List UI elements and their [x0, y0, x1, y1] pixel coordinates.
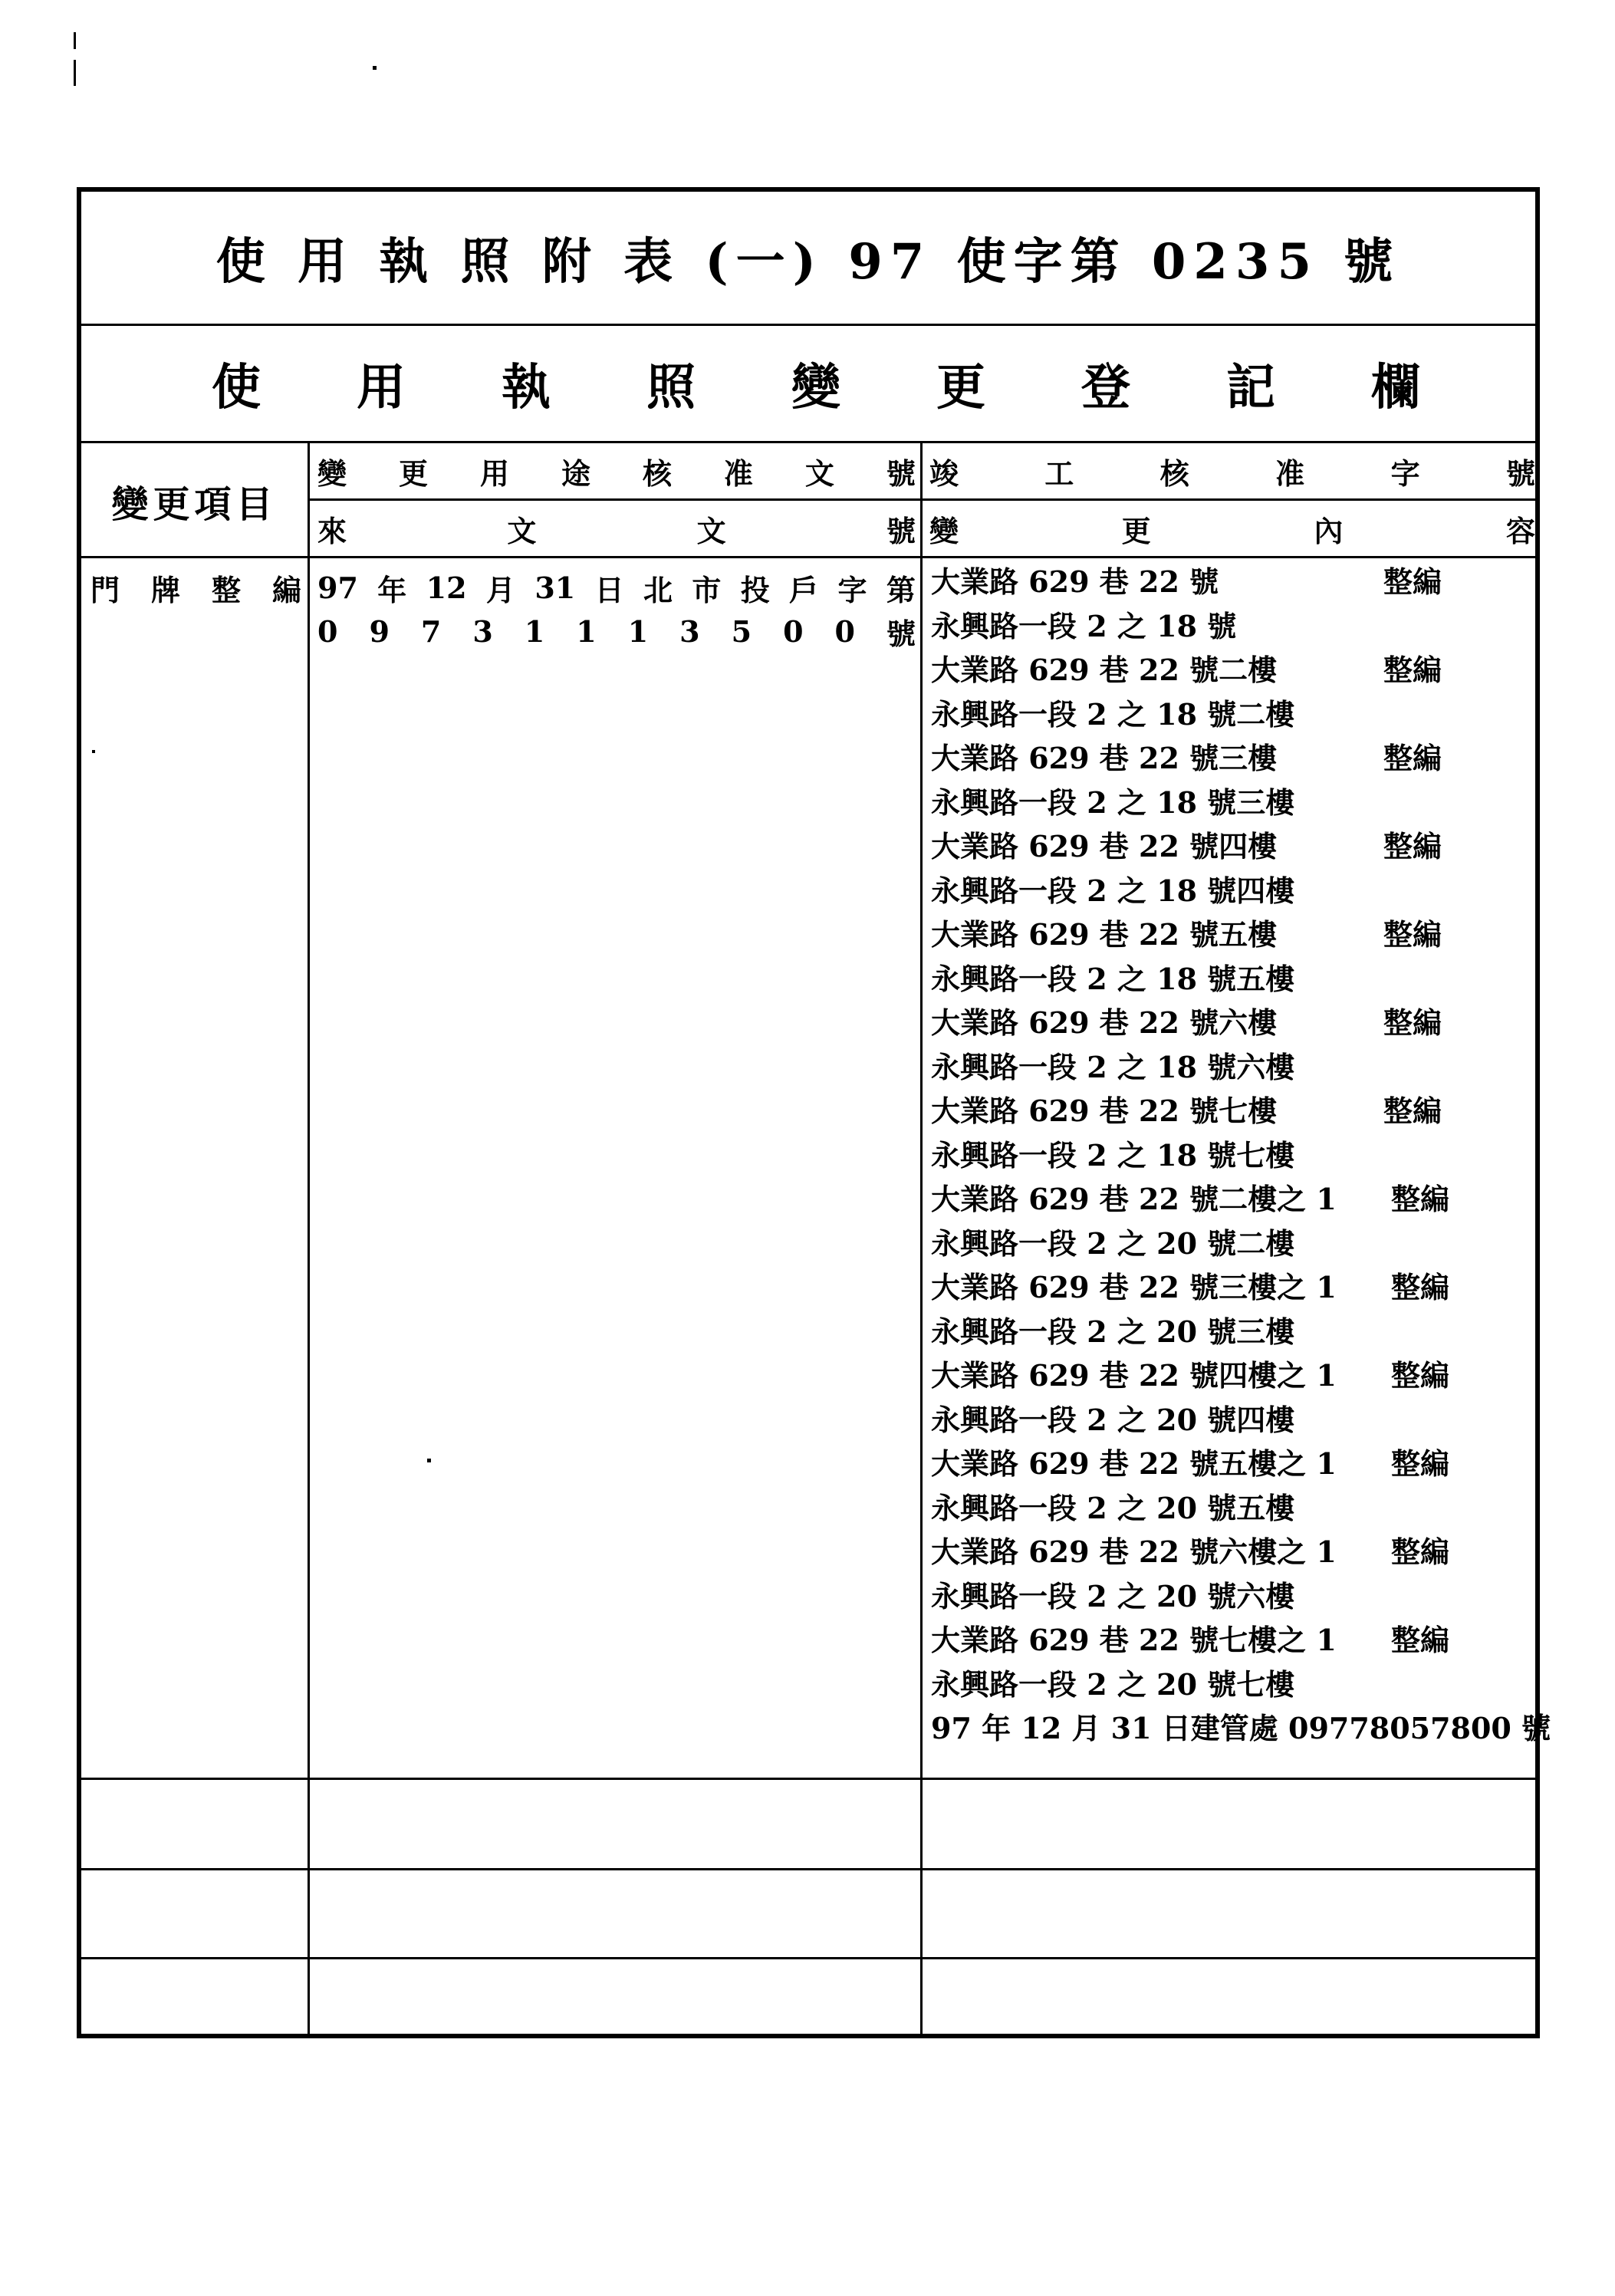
entry-char: 市 [692, 573, 722, 607]
entry-char: 0 [317, 614, 338, 649]
header-char: 字 [1390, 456, 1420, 491]
change-content-tag: 整編 [1383, 1094, 1442, 1128]
change-content-address: 大業路 629 巷 22 號七樓之 1 [931, 1623, 1337, 1657]
rule [81, 1778, 1535, 1780]
entry-char: 1 [627, 614, 649, 649]
change-content-line [931, 1706, 1551, 1750]
header-char: 內 [1314, 513, 1344, 548]
change-content-line [931, 1177, 1529, 1221]
header-char: 文 [507, 513, 537, 548]
entry-char: 3 [679, 614, 700, 649]
entry-char: 北 [643, 573, 673, 607]
section-title [212, 326, 1420, 441]
entry-char: 9 [369, 614, 390, 649]
entry-char: 投 [740, 573, 770, 607]
header-char: 竣 [929, 456, 959, 491]
change-content-address: 永興路一段 2 之 20 號四樓 [931, 1402, 1295, 1437]
entry-char: 1 [524, 614, 545, 649]
page-title: 使 用 執 照 附 表 (一) 97 使字第 0235 號 [215, 233, 1401, 291]
entry-char: 牌 [150, 573, 180, 607]
entry-char: 日 [594, 573, 624, 607]
entry-char: 整 [211, 573, 241, 607]
header-char: 工 [1044, 456, 1074, 491]
scan-mark [74, 32, 76, 49]
header-char: 號 [886, 456, 916, 491]
change-content-address: 永興路一段 2 之 18 號六樓 [931, 1049, 1295, 1084]
change-content-line [931, 1310, 1529, 1354]
header-completion-approval [929, 443, 1535, 498]
section-title-char: 照 [646, 359, 696, 416]
entry-char: 字 [837, 573, 867, 607]
rule [308, 441, 310, 2034]
entry-char: 門 [90, 573, 120, 607]
change-content-tag: 整編 [1383, 829, 1442, 863]
change-content-address: 永興路一段 2 之 20 號六樓 [931, 1578, 1295, 1613]
change-content-line [931, 957, 1529, 1001]
entry-char: 號 [886, 617, 916, 651]
entry-char: 7 [420, 614, 442, 649]
change-content-line [931, 692, 1529, 736]
scan-mark [74, 60, 76, 86]
header-char: 號 [886, 513, 916, 548]
header-char: 核 [642, 456, 672, 491]
change-content-tag: 整編 [1391, 1358, 1450, 1393]
change-content-line [931, 1486, 1529, 1530]
entry-char: 1 [576, 614, 597, 649]
header-char: 變 [929, 513, 959, 548]
change-content-line [931, 913, 1529, 956]
scan-dot [373, 66, 377, 70]
change-content-address: 大業路 629 巷 22 號五樓 [931, 917, 1278, 952]
entry-char: 0 [783, 614, 804, 649]
header-char: 用 [479, 456, 509, 491]
header-char: 准 [723, 456, 753, 491]
change-content-address: 永興路一段 2 之 18 號五樓 [931, 961, 1295, 996]
change-content-line [931, 1618, 1529, 1662]
change-content-line [931, 1045, 1529, 1089]
header-incoming-doc [317, 501, 916, 556]
entry-char: 編 [271, 573, 301, 607]
change-content-line [931, 1222, 1529, 1265]
header-char: 變 [317, 456, 347, 491]
change-content-tag: 整編 [1391, 1446, 1450, 1481]
change-content-tag: 整編 [1391, 1270, 1450, 1304]
change-content-tag: 整編 [1391, 1182, 1450, 1216]
change-content-address: 大業路 629 巷 22 號二樓 [931, 653, 1278, 687]
change-content-address: 大業路 629 巷 22 號 [931, 564, 1219, 599]
header-approval-doc [317, 443, 916, 498]
license-annex-table [77, 187, 1551, 2038]
header-char: 文 [804, 456, 834, 491]
change-content-tag: 整編 [1383, 564, 1442, 599]
header-change-item: 變更項目 [111, 482, 278, 526]
section-title-char: 欄 [1371, 359, 1420, 416]
change-content-address: 大業路 629 巷 22 號七樓 [931, 1094, 1278, 1128]
entry-change-item [90, 566, 301, 610]
change-content-tag: 整編 [1383, 1005, 1442, 1040]
section-title-char: 登 [1081, 359, 1130, 416]
change-content-line [931, 824, 1529, 868]
change-content-address: 永興路一段 2 之 20 號二樓 [931, 1225, 1295, 1261]
entry-char: 0 [834, 614, 855, 649]
rule [81, 1957, 1535, 1959]
change-content-line [931, 869, 1529, 913]
change-content-tag: 整編 [1383, 653, 1442, 687]
change-content-line [931, 1663, 1529, 1706]
section-title-char: 使 [212, 359, 261, 416]
change-content-line [931, 1530, 1529, 1574]
change-content-line [931, 1398, 1529, 1442]
entry-char: 年 [377, 573, 407, 607]
change-content-line [931, 736, 1529, 780]
change-content-address: 大業路 629 巷 22 號二樓之 1 [931, 1182, 1337, 1216]
change-content-line [931, 1574, 1529, 1618]
change-content-address: 永興路一段 2 之 18 號七樓 [931, 1137, 1295, 1173]
header-char: 來 [317, 513, 347, 548]
change-content-line [931, 1354, 1529, 1397]
change-content-line [931, 781, 1529, 824]
change-content-tag: 整編 [1383, 917, 1442, 952]
change-content-line [931, 1133, 1529, 1177]
change-content-address: 大業路 629 巷 22 號三樓 [931, 741, 1278, 775]
entry-char: 12 [426, 571, 467, 605]
change-content-tag: 整編 [1383, 741, 1442, 775]
header-char: 更 [398, 456, 428, 491]
header-char: 更 [1121, 513, 1151, 548]
section-title-char: 變 [791, 359, 840, 416]
change-content-address: 97 年 12 月 31 日建管處 09778057800 號 [931, 1711, 1551, 1745]
entry-char: 3 [472, 614, 493, 649]
change-content-address: 永興路一段 2 之 18 號二樓 [931, 696, 1295, 732]
header-char: 准 [1275, 456, 1305, 491]
header-char: 核 [1159, 456, 1189, 491]
section-title-char: 更 [936, 359, 985, 416]
change-content-address: 大業路 629 巷 22 號四樓之 1 [931, 1358, 1337, 1393]
change-content-tag: 整編 [1391, 1623, 1450, 1657]
change-content-address: 永興路一段 2 之 20 號五樓 [931, 1490, 1295, 1525]
entry-char: 97 [317, 571, 358, 605]
section-title-char: 記 [1226, 359, 1275, 416]
scan-dot [427, 1459, 431, 1462]
header-change-content [929, 501, 1535, 556]
header-char: 文 [696, 513, 726, 548]
entry-char: 戶 [789, 573, 819, 607]
change-content-address: 大業路 629 巷 22 號三樓之 1 [931, 1270, 1337, 1304]
change-content-line [931, 604, 1529, 648]
change-content-line [931, 1442, 1529, 1485]
change-content-line [931, 560, 1529, 604]
change-content-address: 永興路一段 2 之 18 號 [931, 608, 1237, 643]
change-content-address: 永興路一段 2 之 18 號四樓 [931, 873, 1295, 908]
entry-char: 月 [485, 573, 515, 607]
change-content-line [931, 1089, 1529, 1133]
rule [81, 1868, 1535, 1870]
header-char: 容 [1505, 513, 1535, 548]
change-content-tag: 整編 [1391, 1535, 1450, 1569]
change-content-address: 永興路一段 2 之 20 號三樓 [931, 1314, 1295, 1349]
change-content-address: 大業路 629 巷 22 號四樓 [931, 829, 1278, 863]
header-char: 號 [1505, 456, 1535, 491]
entry-char: 第 [886, 573, 916, 607]
entry-char: 31 [534, 571, 576, 605]
section-title-char: 用 [357, 359, 406, 416]
change-content-address: 永興路一段 2 之 18 號三樓 [931, 785, 1295, 820]
change-content-address: 大業路 629 巷 22 號六樓之 1 [931, 1535, 1337, 1569]
header-char: 途 [561, 456, 590, 491]
entry-doc-line-2 [317, 610, 916, 653]
change-content-line [931, 1265, 1529, 1309]
entry-doc-line-1 [317, 566, 916, 610]
change-content-line [931, 648, 1529, 692]
change-content-line [931, 1001, 1529, 1044]
change-content-address: 永興路一段 2 之 20 號七樓 [931, 1666, 1295, 1702]
entry-char: 5 [731, 614, 752, 649]
change-content-address: 大業路 629 巷 22 號六樓 [931, 1005, 1278, 1040]
change-content-address: 大業路 629 巷 22 號五樓之 1 [931, 1446, 1337, 1481]
section-title-char: 執 [502, 359, 551, 416]
rule [920, 441, 923, 2034]
